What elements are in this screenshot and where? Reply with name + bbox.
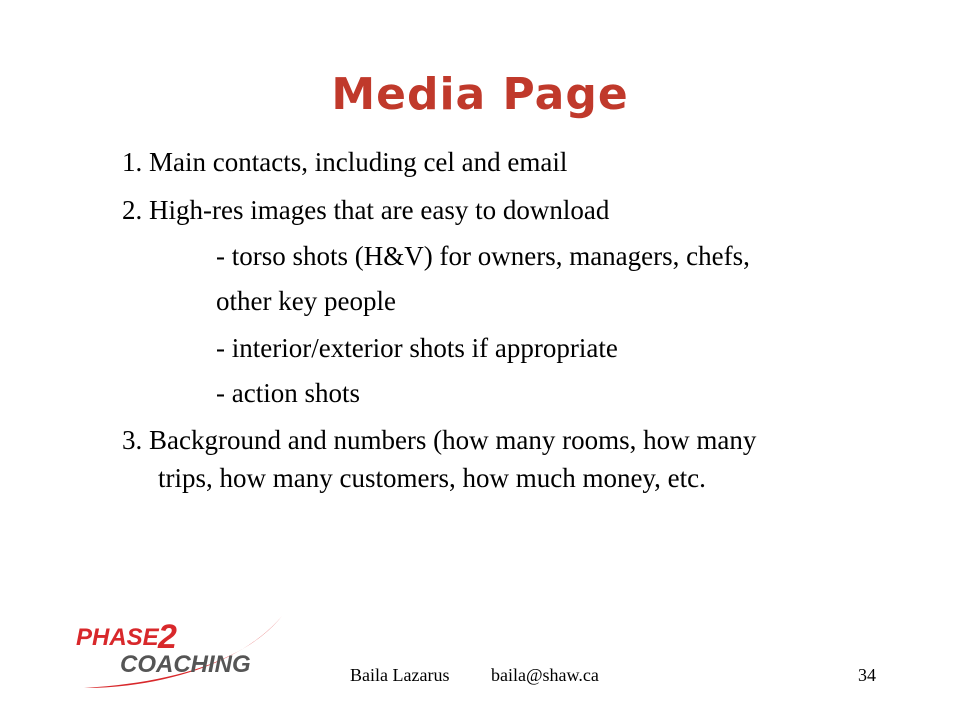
footer-author-name: Baila Lazarus <box>350 665 450 685</box>
list-item-background-numbers-continued: trips, how many customers, how much money, etc. <box>158 463 706 493</box>
phase2-coaching-logo <box>74 612 286 692</box>
sub-item-action-shots: - action shots <box>216 378 360 408</box>
sub-item-torso-shots: - torso shots (H&V) for owners, managers, chefs, <box>216 241 750 271</box>
sub-item-interior-exterior: - interior/exterior shots if appropriate <box>216 333 618 363</box>
logo-graphic <box>74 612 286 692</box>
logo-phase-text: PHASE <box>76 624 159 651</box>
logo-number-text: 2 <box>158 618 177 656</box>
slide-page-number: 34 <box>858 665 876 685</box>
sub-item-torso-shots-continued: other key people <box>216 286 396 316</box>
list-item-main-contacts: 1. Main contacts, including cel and email <box>122 147 568 177</box>
slide-title: Media Page <box>331 69 629 120</box>
footer-email: baila@shaw.ca <box>491 665 599 685</box>
logo-coaching-text: COACHING <box>120 651 251 678</box>
list-item-background-numbers: 3. Background and numbers (how many rooms, how many <box>122 425 757 455</box>
list-item-high-res-images: 2. High-res images that are easy to download <box>122 195 610 225</box>
